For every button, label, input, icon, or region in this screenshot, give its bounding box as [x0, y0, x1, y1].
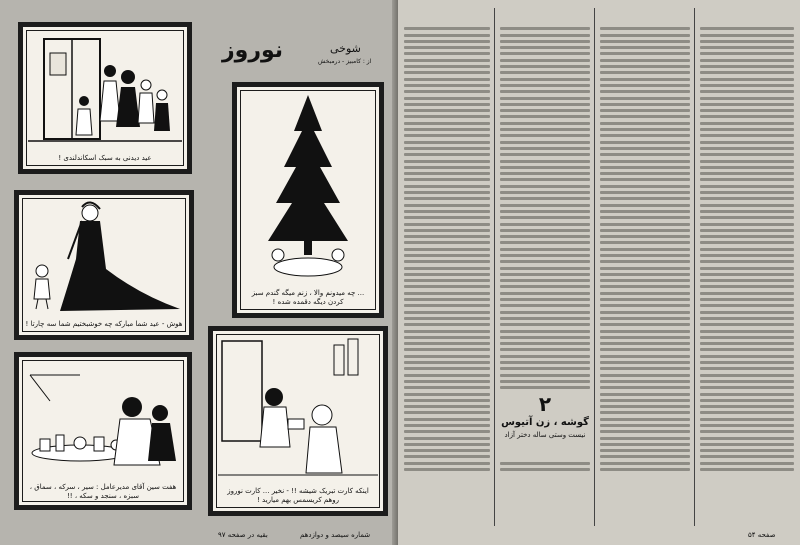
cartoon-caption: هوش - عید شما مبارکه چه خوشبختیم شما سه چارتا !	[25, 320, 183, 328]
story-subtitle: نیست وستی ساله دختر آزاد	[504, 431, 586, 439]
cartoon-drawing-gown	[20, 199, 188, 317]
column-rule	[594, 8, 595, 526]
text-column	[600, 24, 690, 524]
cartoon-caption: اینکه کارت تبریک شیشه !! - نخیر ... کارت نوروز روهم کریسمس بهم میارید !	[227, 487, 369, 504]
cartoon-panel-tree	[232, 82, 384, 318]
story-number: ۲	[538, 392, 552, 416]
page-heading: نوروز	[222, 38, 284, 63]
text-column	[700, 24, 794, 524]
continued-note: بقیه در صفحه ۹۷	[218, 531, 268, 539]
byline: از : کامبیز - درمبخش	[318, 58, 372, 65]
cartoon-panel-door	[18, 22, 192, 174]
story-title: گوشه ، زن آتیوس	[501, 417, 589, 428]
cartoon-drawing-door	[24, 31, 186, 153]
cartoon-caption: عید دیدنی به سبک اسکاندلندی !	[58, 154, 152, 162]
cartoon-panel-gown	[14, 190, 194, 340]
cartoon-caption: ... چه میدونم والا ، زنم میگه گندم سبز کردن دیگه دقمده شده !	[251, 289, 365, 306]
column-rule	[494, 8, 495, 526]
cartoon-page	[0, 0, 398, 545]
section-label: شوخی	[330, 42, 361, 55]
text-column	[404, 24, 490, 524]
cartoon-panel-card	[208, 326, 388, 516]
cartoon-drawing-tree	[238, 91, 378, 287]
story-page	[398, 0, 800, 545]
page-number: صفحه ۵۴	[748, 531, 776, 539]
cartoon-caption: هفت سین آقای مدیرعامل : سیر ، سرکه ، سماق ، سبزه ، سنجد و سکه ، !!	[29, 483, 177, 500]
issue-footer: شماره سیصد و دوازدهم	[300, 531, 371, 539]
column-rule	[694, 8, 695, 526]
cartoon-drawing-card	[214, 335, 382, 485]
cartoon-panel-table	[14, 352, 192, 510]
story-heading-block	[500, 392, 590, 462]
cartoon-drawing-table	[20, 361, 186, 481]
